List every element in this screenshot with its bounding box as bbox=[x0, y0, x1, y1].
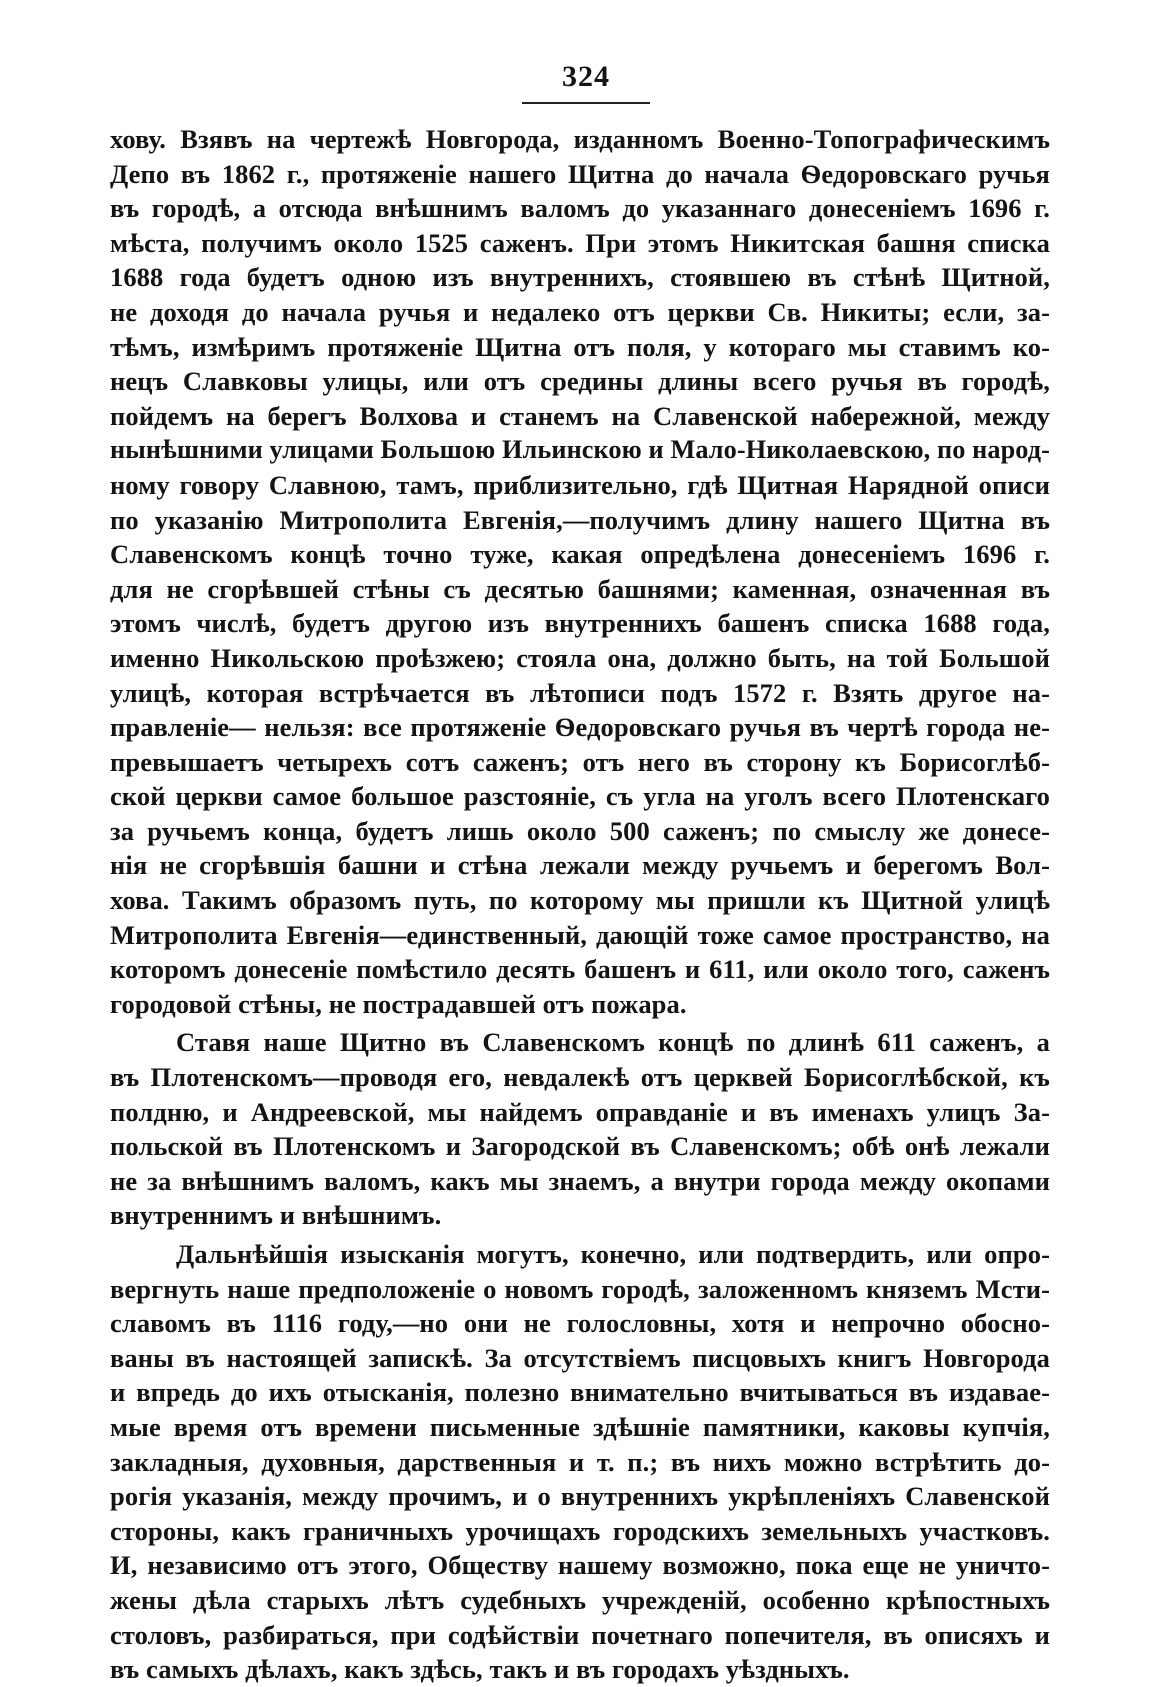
text-line: И, независимо отъ этого, Обществу нашему возможно, пока еще не уничто- bbox=[110, 1550, 1050, 1581]
text-line: рогія указанія, между прочимъ, и о внутреннихъ укрѣпленіяхъ Славенской bbox=[110, 1481, 1050, 1512]
text-line: за ручьемъ конца, будетъ лишь около 500 саженъ; по смыслу же донесе- bbox=[110, 815, 1050, 846]
text-line: хову. Взявъ на чертежѣ Новгорода, изданномъ Военно-Топографическимъ bbox=[110, 124, 1050, 154]
text-line: не доходя до начала ручья и недалеко отъ церкви Св. Никиты; если, за- bbox=[110, 296, 1050, 327]
text-line: полдню, и Андреевской, мы найдемъ оправданіе и въ именахъ улицъ За- bbox=[110, 1096, 1050, 1127]
text-line: улицѣ, которая встрѣчается въ лѣтописи подъ 1572 г. Взять другое на- bbox=[110, 677, 1050, 708]
page-number: 324 bbox=[562, 60, 610, 93]
text-line: ской церкви самое большое разстояніе, съ угла на уголъ всего Плотенскаго bbox=[110, 781, 1050, 812]
text-line: нынѣшними улицами Большою Ильинскою и Мало-Николаевскою, по народ- bbox=[110, 435, 1050, 465]
text-line: Депо въ 1862 г., протяженіе нашего Щитна до начала Ѳедоровскаго ручья bbox=[110, 158, 1050, 189]
text-line: польской въ Плотенскомъ и Загородской въ Славенскомъ; обѣ онѣ лежали bbox=[110, 1131, 1050, 1162]
text-line: для не сгорѣвшей стѣны съ десятью башнями; каменная, означенная въ bbox=[110, 573, 1050, 604]
text-line: пойдемъ на берегъ Волхова и станемъ на Славенской набережной, между bbox=[110, 400, 1050, 431]
text-line: въ городѣ, а отсюда внѣшнимъ валомъ до указаннаго донесеніемъ 1696 г. bbox=[110, 193, 1050, 224]
header-rule bbox=[522, 102, 650, 104]
text-line: и впредь до ихъ отысканія, полезно внимательно вчитываться въ издавае- bbox=[110, 1377, 1050, 1408]
paragraph bbox=[110, 122, 1050, 1021]
text-line: славомъ въ 1116 году,—но они не голословны, хотя и непрочно обосно- bbox=[110, 1308, 1050, 1339]
text-line: Дальнѣйшія изысканія могутъ, конечно, или подтвердить, или опро- bbox=[176, 1239, 1050, 1269]
text-line: мые время отъ времени письменные здѣшніе памятники, каковы купчія, bbox=[110, 1411, 1050, 1442]
text-line: внутреннимъ и внѣшнимъ. bbox=[110, 1200, 442, 1231]
text-line: ваны въ настоящей запискѣ. За отсутствіемъ писцовыхъ книгъ Новгорода bbox=[110, 1342, 1050, 1373]
text-line: въ самыхъ дѣлахъ, какъ здѣсь, такъ и въ городахъ уѣздныхъ. bbox=[110, 1654, 850, 1685]
text-line: по указанію Митрополита Евгенія,—получимъ длину нашего Щитна въ bbox=[110, 504, 1050, 535]
text-line: Славенскомъ концѣ точно туже, какая опредѣлена донесеніемъ 1696 г. bbox=[110, 539, 1050, 570]
text-line: хова. Такимъ образомъ путь, по которому мы пришли къ Щитной улицѣ bbox=[110, 885, 1050, 916]
text-line: которомъ донесеніе помѣстило десять башенъ и 611, или около того, саженъ bbox=[110, 954, 1050, 985]
paragraph bbox=[110, 1237, 1050, 1687]
text-line: закладныя, духовныя, дарственныя и т. п.; въ нихъ можно встрѣтить до- bbox=[110, 1446, 1050, 1477]
text-line: жены дѣла старыхъ лѣтъ судебныхъ учрежденій, особенно крѣпостныхъ bbox=[110, 1584, 1050, 1615]
text-line: вергнуть наше предположеніе о новомъ городѣ, заложенномъ княземъ Мсти- bbox=[110, 1273, 1050, 1304]
text-line: тѣмъ, измѣримъ протяженіе Щитна отъ поля, у котораго мы ставимъ ко- bbox=[110, 331, 1050, 362]
text-line: правленіе— нельзя: все протяженіе Ѳедоровскаго ручья въ чертѣ города не- bbox=[110, 712, 1050, 743]
text-line: въ Плотенскомъ—проводя его, невдалекѣ отъ церквей Борисоглѣбской, къ bbox=[110, 1062, 1050, 1093]
text-line: именно Никольскою проѣзжею; стояла она, должно быть, на той Большой bbox=[110, 642, 1050, 673]
text-line: ному говору Славною, тамъ, приблизительно, гдѣ Щитная Нарядной описи bbox=[110, 469, 1050, 500]
paragraph bbox=[110, 1025, 1050, 1233]
text-line: стороны, какъ граничныхъ урочищахъ городскихъ земельныхъ участковъ. bbox=[110, 1515, 1050, 1546]
text-line: мѣста, получимъ около 1525 саженъ. При этомъ Никитская башня списка bbox=[110, 227, 1050, 258]
text-line: столовъ, разбираться, при содѣйствіи почетнаго попечителя, въ описяхъ и bbox=[110, 1619, 1050, 1650]
text-line: Ставя наше Щитно въ Славенскомъ концѣ по длинѣ 611 саженъ, а bbox=[176, 1027, 1050, 1058]
text-line: городовой стѣны, не пострадавшей отъ пожара. bbox=[110, 988, 687, 1019]
body-text bbox=[110, 122, 1050, 1687]
text-line: не за внѣшнимъ валомъ, какъ мы знаемъ, а внутри города между окопами bbox=[110, 1165, 1050, 1196]
text-line: этомъ числѣ, будетъ другою изъ внутреннихъ башенъ списка 1688 года, bbox=[110, 608, 1050, 639]
text-line: нецъ Славковы улицы, или отъ средины длины всего ручья въ городѣ, bbox=[110, 366, 1050, 397]
text-line: Митрополита Евгенія—единственный, дающій тоже самое пространство, на bbox=[110, 919, 1050, 950]
text-line: превышаетъ четырехъ сотъ саженъ; отъ него въ сторону къ Борисоглѣб- bbox=[110, 746, 1050, 777]
text-line: нія не сгорѣвшія башни и стѣна лежали между ручьемъ и берегомъ Вол- bbox=[110, 850, 1050, 881]
page-header bbox=[0, 60, 1172, 104]
text-line: 1688 года будетъ одною изъ внутреннихъ, стоявшею въ стѣнѣ Щитной, bbox=[110, 262, 1050, 293]
